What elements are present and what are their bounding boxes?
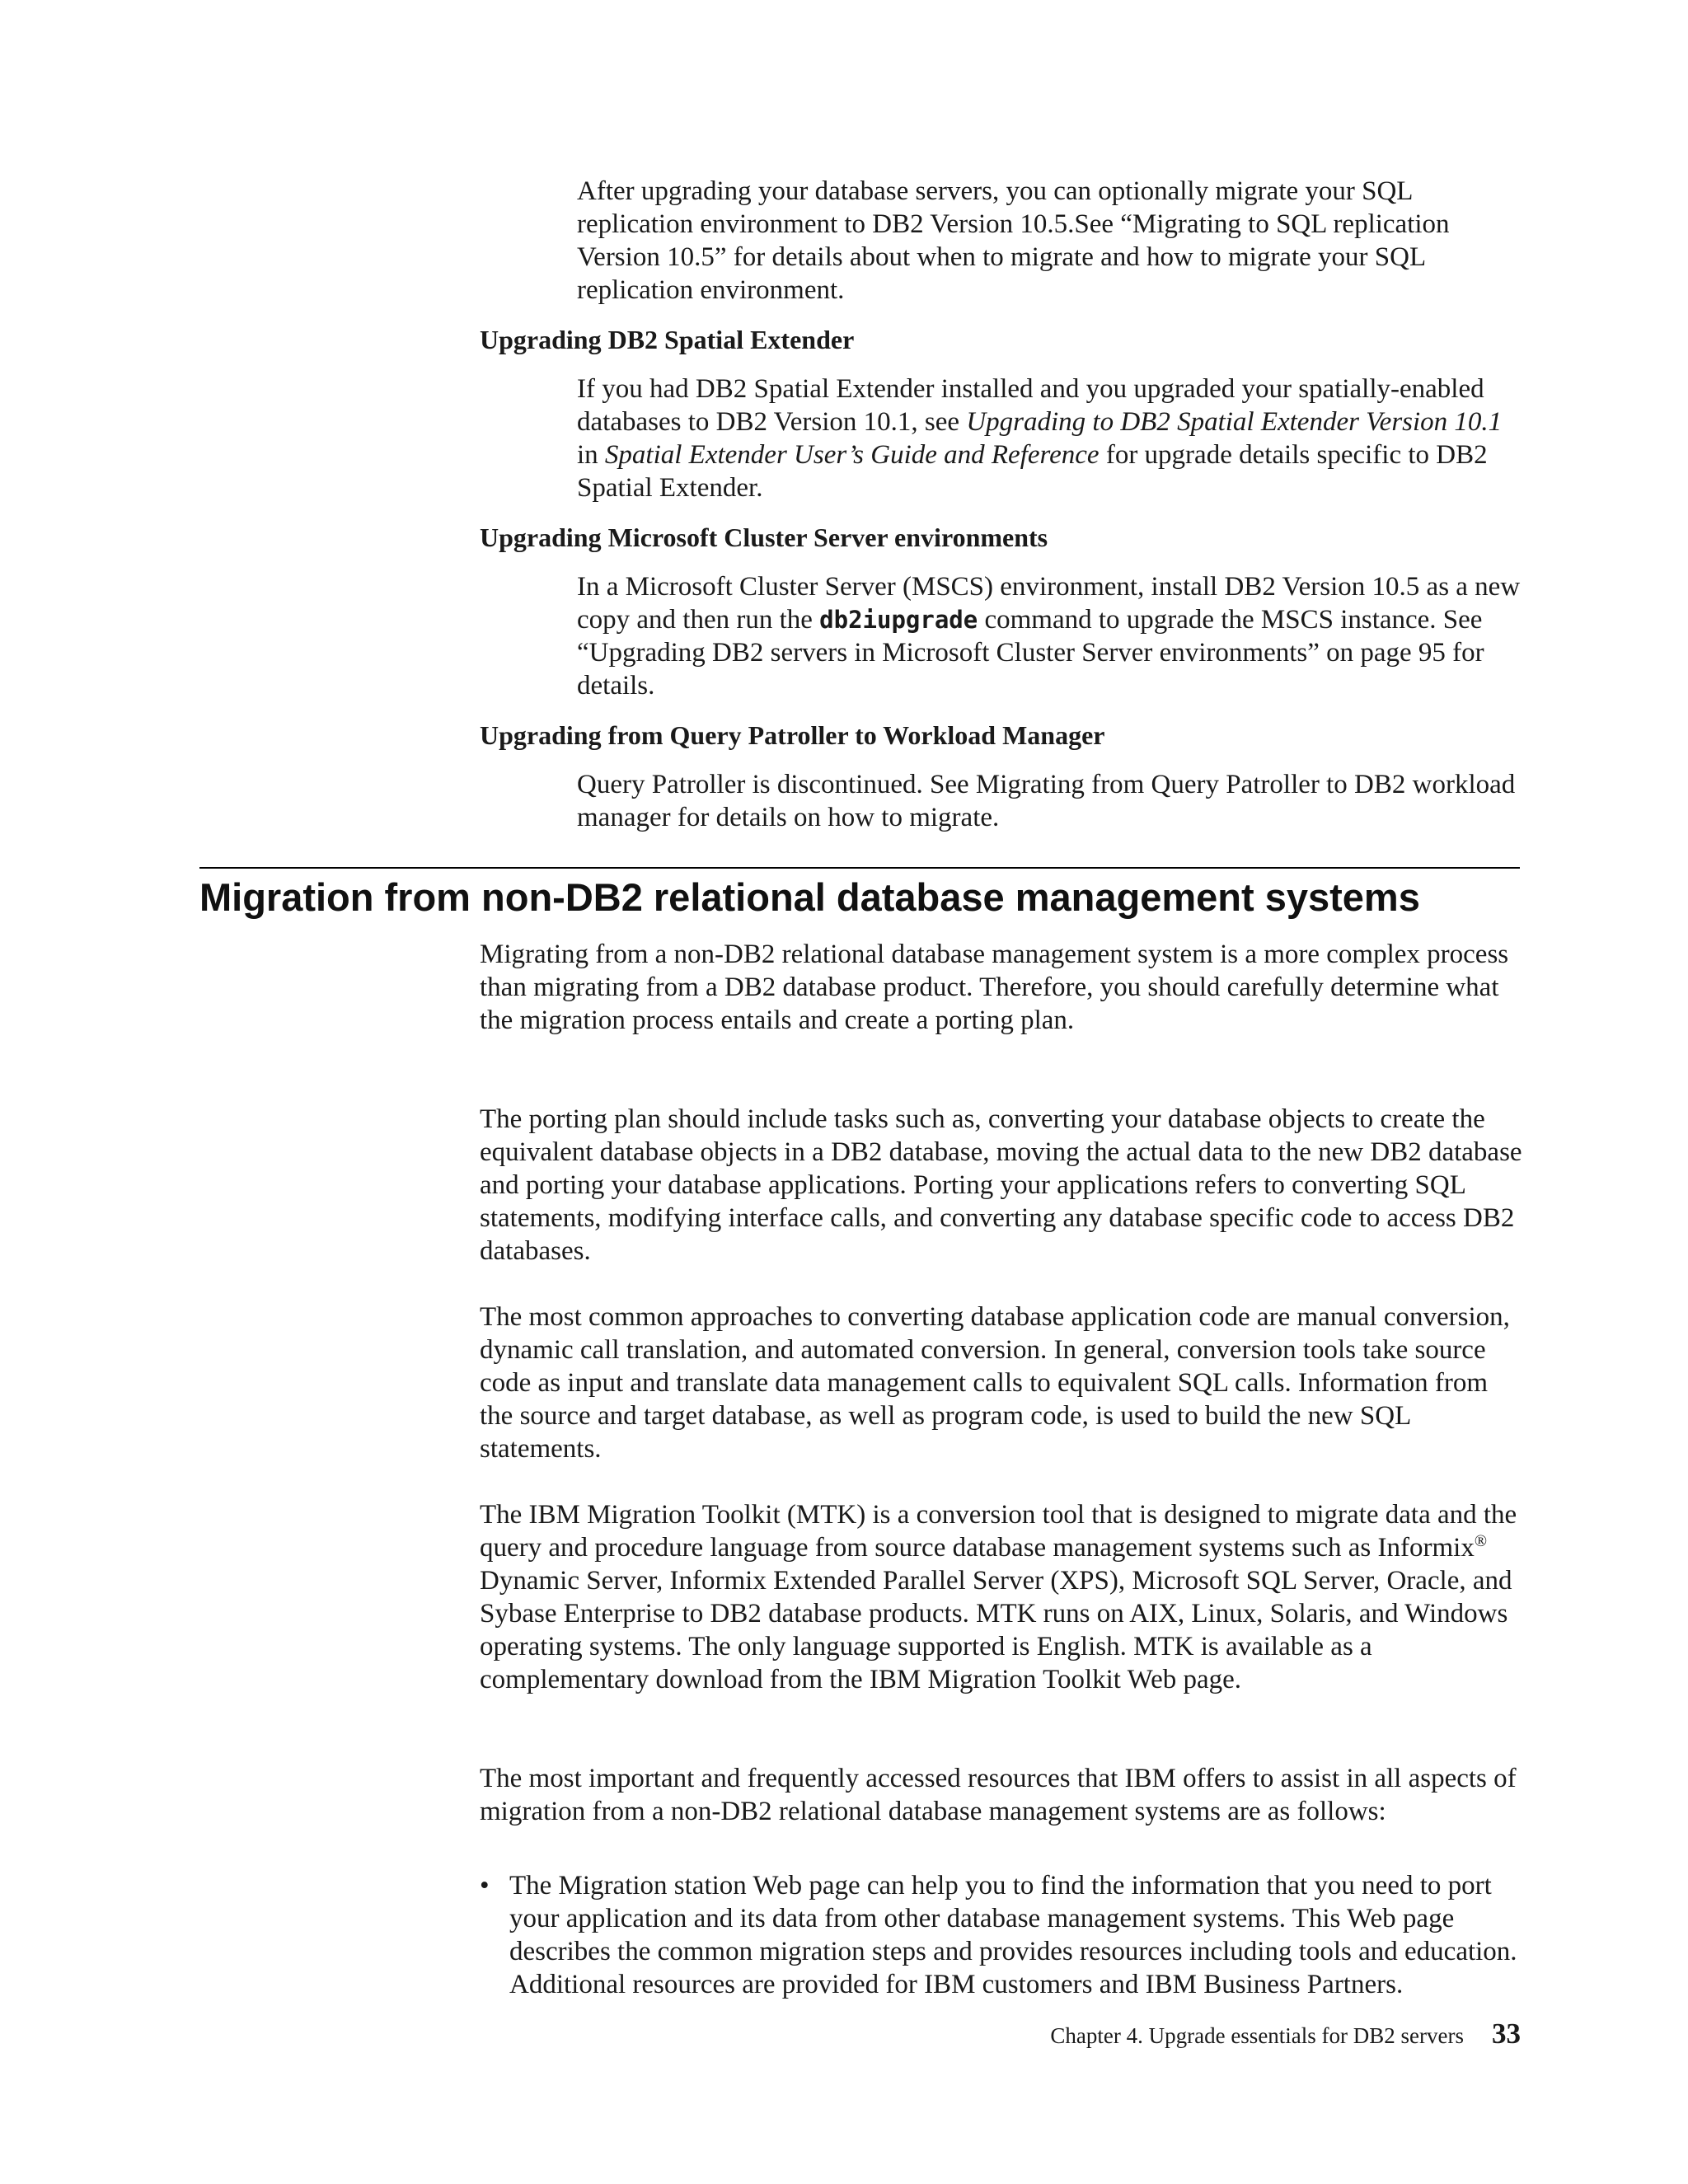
bullet-icon: • <box>480 1871 490 1900</box>
footer-chapter: Chapter 4. Upgrade essentials for DB2 servers <box>1050 2023 1464 2048</box>
list-item-text: The Migration station Web page can help you to find the information that you need to port your application and its data from other database management systems. This Web page describes the common migration steps and provides resources including tools and education. Additional resources are provided for IBM customers and IBM Business Partners. <box>509 1871 1517 1999</box>
link-upgrading-spatial-extender: Upgrading to DB2 Spatial Extender Version 10.1 <box>966 407 1503 437</box>
term-query-patroller: Upgrading from Query Patroller to Workload Manager <box>480 720 1105 750</box>
paragraph-1: Migrating from a non-DB2 relational database management system is a more complex process than migrating from a DB2 database product. Therefore, you should carefully determine what the migration process entails and create a porting plan. <box>480 940 1509 1035</box>
section-divider <box>199 867 1520 869</box>
desc-query-patroller: Query Patroller is discontinued. See Migrating from Query Patroller to DB2 workload manager for details on how to migrate. <box>577 770 1516 832</box>
paragraph-2: The porting plan should include tasks such as, converting your database objects to create the equivalent database objects in a DB2 database, moving the actual data to the new DB2 database and porting your database applications. Porting your applications refers to converting SQL statements, modifying interface calls, and converting any database specific code to access DB2 databases. <box>480 1104 1522 1266</box>
paragraph-3: The most common approaches to converting database application code are manual conversion, dynamic call translation, and automated conversion. In general, conversion tools take source code as input and translate data management calls to equivalent SQL calls. Information from the source and target database, as well as program code, is used to build the new SQL statements. <box>480 1302 1510 1464</box>
page-number: 33 <box>1492 2018 1521 2050</box>
section-heading: Migration from non-DB2 relational database management systems <box>199 875 1420 919</box>
desc-spatial-extender: If you had DB2 Spatial Extender installed and you upgraded your spatially-enabled databases to DB2 Version 10.1, see Upgrading to DB2 Spatial Extender Version 10.1 in Spatial Extender User’s Guide and Reference for upgrade details specific to DB2 Spatial Extender. <box>577 374 1503 503</box>
page-footer <box>1050 2018 1521 2052</box>
book-title-spatial-guide: Spatial Extender User’s Guide and Reference <box>604 440 1100 470</box>
desc-mscs: In a Microsoft Cluster Server (MSCS) environment, install DB2 Version 10.5 as a new copy and then run the db2iupgrade command to upgrade the MSCS instance. See “Upgrading DB2 servers in Microsoft Cluster Server environments” on page 95 for details. <box>577 572 1521 701</box>
paragraph-4: The IBM Migration Toolkit (MTK) is a conversion tool that is designed to migrate data and the query and procedure language from source database management systems such as Informix® Dynamic Server, Informix Extended Parallel Server (XPS), Microsoft SQL Server, Oracle, and Sybase Enterprise to DB2 database products. MTK runs on AIX, Linux, Solaris, and Windows operating systems. The only language supported is English. MTK is available as a complementary download from the IBM Migration Toolkit Web page. <box>480 1500 1517 1694</box>
registered-mark: ® <box>1474 1532 1488 1550</box>
term-mscs: Upgrading Microsoft Cluster Server environments <box>480 523 1048 552</box>
paragraph-5: The most important and frequently accessed resources that IBM offers to assist in all aspects of migration from a non-DB2 relational database management systems are as follows: <box>480 1764 1517 1826</box>
intro-paragraph: After upgrading your database servers, you can optionally migrate your SQL replication environment to DB2 Version 10.5.See “Migrating to SQL replication Version 10.5” for details about when to migrate and how to migrate your SQL replication environment. <box>577 176 1450 305</box>
term-spatial-extender: Upgrading DB2 Spatial Extender <box>480 325 855 354</box>
command-db2iupgrade: db2iupgrade <box>819 606 978 634</box>
list-item <box>480 1869 1522 2001</box>
